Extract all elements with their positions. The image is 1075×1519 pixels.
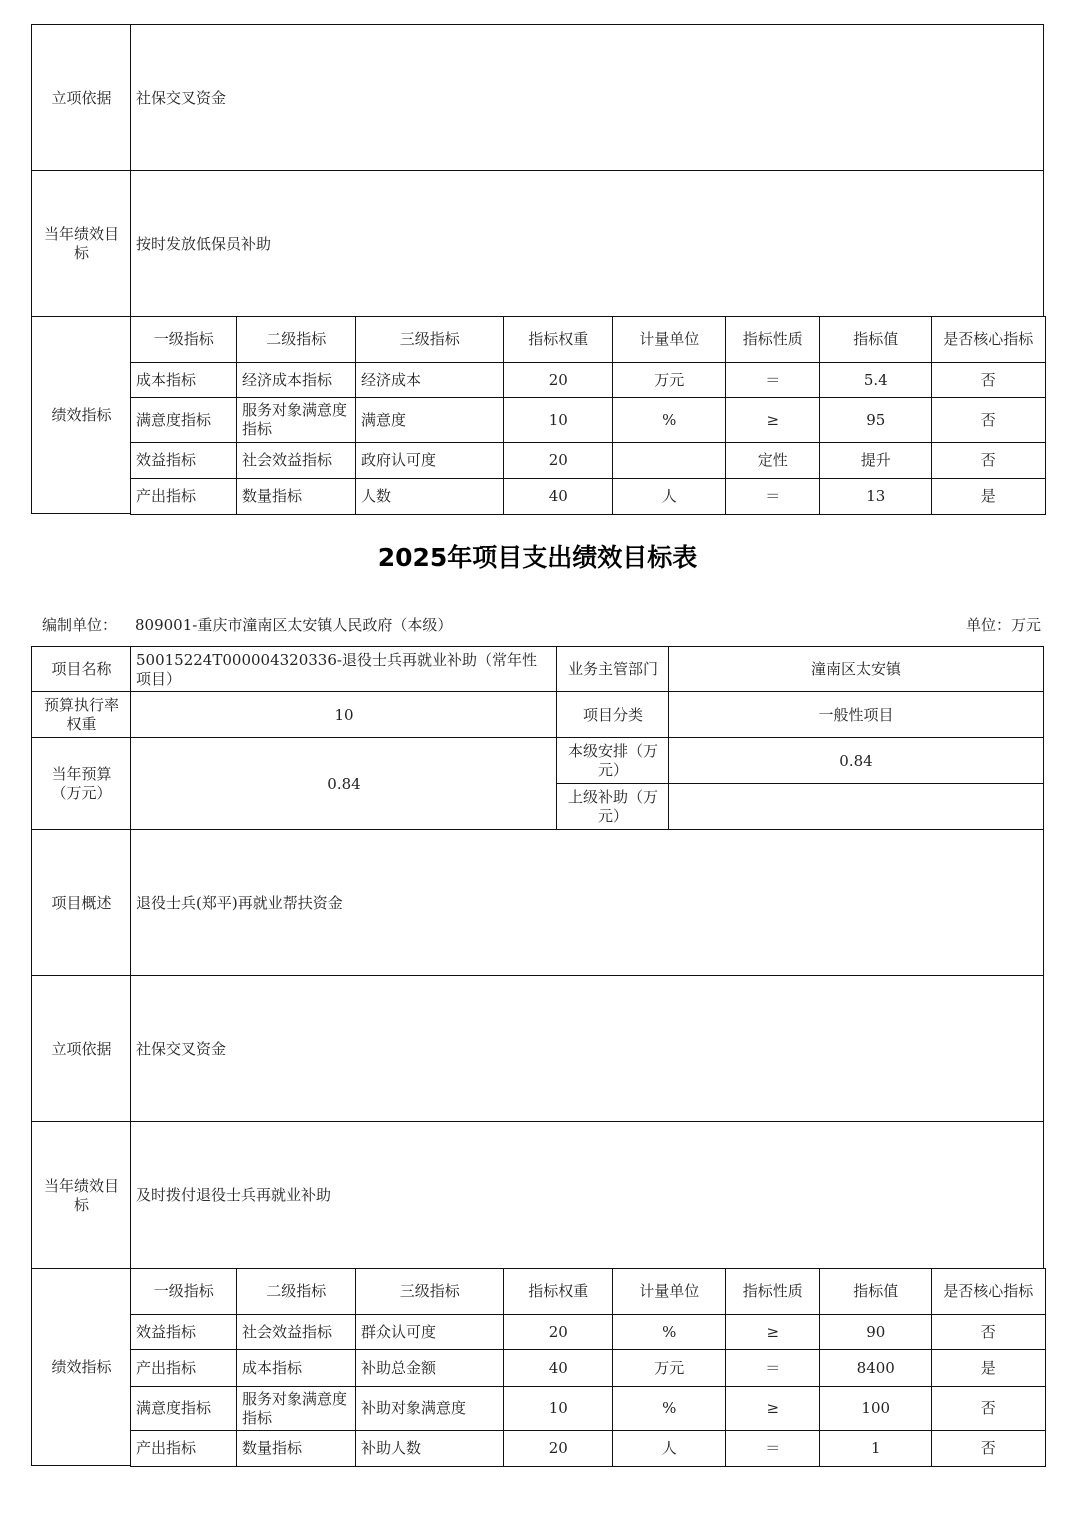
table2-indicator-cell: 效益指标 xyxy=(130,1314,238,1351)
t1-basis-label: 立项依据 xyxy=(31,24,132,172)
table2-indicator-cell: 否 xyxy=(931,1386,1046,1432)
category-value: 一般性项目 xyxy=(668,691,1044,739)
table2-indicator-cell: ＝ xyxy=(725,1349,821,1388)
table1-indicator-cell: 效益指标 xyxy=(130,442,238,480)
t2-goal-label: 当年绩效目标 xyxy=(31,1121,132,1270)
table2-indicator-cell: 满意度指标 xyxy=(130,1386,238,1432)
table2-indicator-cell: 1 xyxy=(819,1430,933,1467)
exec-weight-label: 预算执行率权重 xyxy=(31,691,132,739)
table1-indicator-cell: ≥ xyxy=(725,397,821,444)
table2-indicator-cell: 社会效益指标 xyxy=(236,1314,357,1351)
table1-header-cell: 计量单位 xyxy=(612,316,727,364)
table1-indicator-cell: 95 xyxy=(819,397,933,444)
table2-indicator-cell: 补助总金额 xyxy=(355,1349,505,1388)
table1-indicator-cell: 经济成本指标 xyxy=(236,362,357,399)
page-title: 2025年项目支出绩效目标表 xyxy=(377,543,698,572)
table2-indicator-cell: 是 xyxy=(931,1349,1046,1388)
table1-indicator-cell: 否 xyxy=(931,397,1046,444)
table1-indicator-cell: 数量指标 xyxy=(236,478,357,515)
table2-indicator-cell: 10 xyxy=(503,1386,614,1432)
table2-indicator-cell: ≥ xyxy=(725,1314,821,1351)
table1-header-cell: 三级指标 xyxy=(355,316,505,364)
t1-indicators-label: 绩效指标 xyxy=(31,316,132,514)
table2-indicator-cell: 100 xyxy=(819,1386,933,1432)
table2-indicator-cell: 补助对象满意度 xyxy=(355,1386,505,1432)
table2-header-cell: 计量单位 xyxy=(612,1268,727,1316)
table1-indicator-cell: 20 xyxy=(503,362,614,399)
table2-indicator-cell: 40 xyxy=(503,1349,614,1388)
table2-indicator-cell: % xyxy=(612,1314,727,1351)
table2-indicator-cell: 否 xyxy=(931,1314,1046,1351)
t2-basis-label: 立项依据 xyxy=(31,975,132,1123)
table1-indicator-cell: 是 xyxy=(931,478,1046,515)
table2-header-cell: 二级指标 xyxy=(236,1268,357,1316)
table1-indicator-cell: 5.4 xyxy=(819,362,933,399)
table2-indicator-cell: 8400 xyxy=(819,1349,933,1388)
table1-indicator-cell: 经济成本 xyxy=(355,362,505,399)
t2-basis-value: 社保交叉资金 xyxy=(130,975,1044,1123)
currency-unit: 单位：万元 xyxy=(965,616,1041,634)
t2-goal-value: 及时拨付退役士兵再就业补助 xyxy=(130,1121,1044,1270)
table2-indicator-cell: % xyxy=(612,1386,727,1432)
table2-indicator-cell: 数量指标 xyxy=(236,1430,357,1467)
table2-indicator-cell: 90 xyxy=(819,1314,933,1351)
table1-header-cell: 指标权重 xyxy=(503,316,614,364)
table2-header-cell: 是否核心指标 xyxy=(931,1268,1046,1316)
table1-indicator-cell: 服务对象满意度指标 xyxy=(236,397,357,444)
table1-indicator-cell: 40 xyxy=(503,478,614,515)
local-label: 本级安排（万元） xyxy=(556,737,670,785)
table2-indicator-cell: 否 xyxy=(931,1430,1046,1467)
table1-indicator-cell: 人 xyxy=(612,478,727,515)
budget-label: 当年预算（万元） xyxy=(31,737,132,831)
table2-header-cell: 三级指标 xyxy=(355,1268,505,1316)
table1-indicator-cell: 产出指标 xyxy=(130,478,238,515)
table2-indicator-cell: 人 xyxy=(612,1430,727,1467)
project-name-value: 50015224T000004320336-退役士兵再就业补助（常年性项目） xyxy=(130,646,558,693)
t1-goal-label: 当年绩效目标 xyxy=(31,170,132,318)
table2-header-cell: 指标值 xyxy=(819,1268,933,1316)
t1-basis-value: 社保交叉资金 xyxy=(130,24,1044,172)
table2-header-cell: 指标性质 xyxy=(725,1268,821,1316)
table2-indicator-cell: 产出指标 xyxy=(130,1349,238,1388)
dept-label: 业务主管部门 xyxy=(556,646,670,693)
table1-indicator-cell: 10 xyxy=(503,397,614,444)
table1-header-cell: 指标性质 xyxy=(725,316,821,364)
table2-indicator-cell: 补助人数 xyxy=(355,1430,505,1467)
table2-indicator-cell: ≥ xyxy=(725,1386,821,1432)
table2-header-cell: 一级指标 xyxy=(130,1268,238,1316)
table1-indicator-cell: 万元 xyxy=(612,362,727,399)
table1-indicator-cell: 13 xyxy=(819,478,933,515)
table1-indicator-cell: 社会效益指标 xyxy=(236,442,357,480)
budget-value: 0.84 xyxy=(130,737,558,831)
upper-value xyxy=(668,783,1044,831)
t2-indicators-label: 绩效指标 xyxy=(31,1268,132,1466)
table1-indicator-cell: ＝ xyxy=(725,362,821,399)
table2-indicator-cell: 20 xyxy=(503,1314,614,1351)
table1-indicator-cell: 人数 xyxy=(355,478,505,515)
table1-indicator-cell: 政府认可度 xyxy=(355,442,505,480)
local-value: 0.84 xyxy=(668,737,1044,785)
table2-header-cell: 指标权重 xyxy=(503,1268,614,1316)
overview-label: 项目概述 xyxy=(31,829,132,977)
table1-indicator-cell: ＝ xyxy=(725,478,821,515)
overview-value: 退役士兵(郑平)再就业帮扶资金 xyxy=(130,829,1044,977)
table2-indicator-cell: 万元 xyxy=(612,1349,727,1388)
table1-indicator-cell: 20 xyxy=(503,442,614,480)
table2-indicator-cell: 产出指标 xyxy=(130,1430,238,1467)
table2-indicator-cell: ＝ xyxy=(725,1430,821,1467)
table1-indicator-cell: 否 xyxy=(931,442,1046,480)
table1-indicator-cell: % xyxy=(612,397,727,444)
project-name-label: 项目名称 xyxy=(31,646,132,693)
unit-label: 编制单位： xyxy=(42,616,118,634)
table1-header-cell: 是否核心指标 xyxy=(931,316,1046,364)
table1-indicator-cell: 满意度指标 xyxy=(130,397,238,444)
table2-indicator-cell: 群众认可度 xyxy=(355,1314,505,1351)
table1-indicator-cell: 成本指标 xyxy=(130,362,238,399)
table2-indicator-cell: 服务对象满意度指标 xyxy=(236,1386,357,1432)
category-label: 项目分类 xyxy=(556,691,670,739)
table1-indicator-cell: 提升 xyxy=(819,442,933,480)
table1-indicator-cell: 定性 xyxy=(725,442,821,480)
t1-goal-value: 按时发放低保员补助 xyxy=(130,170,1044,318)
table1-header-cell: 指标值 xyxy=(819,316,933,364)
table2-indicator-cell: 成本指标 xyxy=(236,1349,357,1388)
table1-indicator-cell xyxy=(612,442,727,480)
unit-value: 809001-重庆市潼南区太安镇人民政府（本级） xyxy=(135,616,453,634)
exec-weight-value: 10 xyxy=(130,691,558,739)
table2-indicator-cell: 20 xyxy=(503,1430,614,1467)
table1-header-cell: 一级指标 xyxy=(130,316,238,364)
upper-label: 上级补助（万元） xyxy=(556,783,670,831)
table1-indicator-cell: 否 xyxy=(931,362,1046,399)
table1-header-cell: 二级指标 xyxy=(236,316,357,364)
table1-indicator-cell: 满意度 xyxy=(355,397,505,444)
dept-value: 潼南区太安镇 xyxy=(668,646,1044,693)
